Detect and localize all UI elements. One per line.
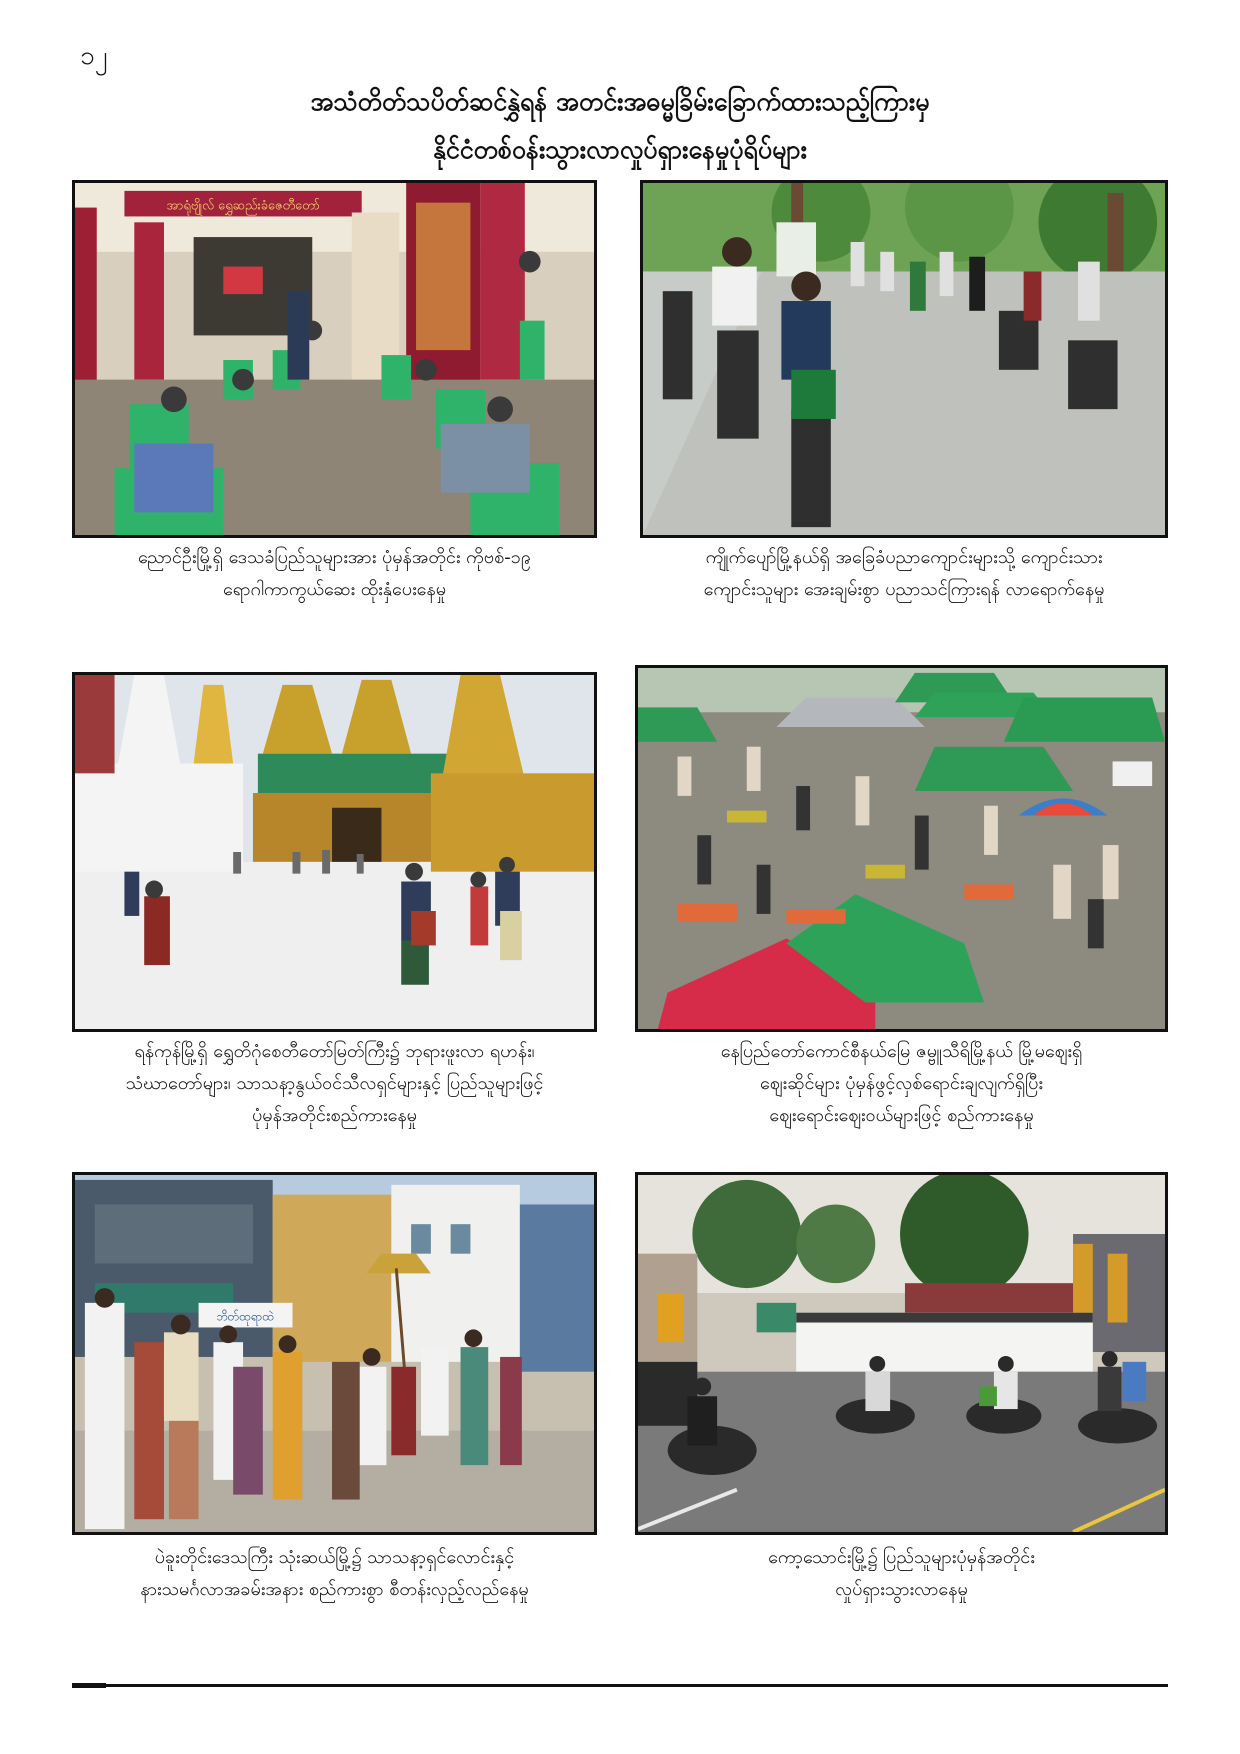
caption-line: နေပြည်တော်ကောင်စီနယ်မြေ ဇမ္ဗူသီရိမြို့နယ် မြို့မဈေးရှိ [720,1041,1083,1062]
caption-line: ကျိုက်ပျော်မြို့နယ်ရှိ အခြေခံပညာကျောင်းများသို့ ကျောင်းသား [705,547,1103,568]
photo-procession [72,1172,597,1535]
caption-line: ပဲခူးတိုင်းဒေသကြီး သုံးဆယ်မြို့၌ သာသနာ့ရှင်လောင်းနှင့် [154,1547,515,1568]
caption-line: ပုံမှန်အတိုင်းစည်ကားနေမှု [252,1105,417,1126]
shop-sign-text: ဘိတ်ထုရာထဲ [216,1309,274,1324]
photo-caption [72,1036,597,1132]
photo-students-street [640,180,1168,538]
photo-caption [635,1542,1168,1606]
photo-caption [635,1036,1168,1132]
title-line-1: အသံတိတ်သပိတ်ဆင်နွှဲရန် အတင်းအဓမ္မခြိမ်းခြောက်ထားသည့်ကြားမှ [310,87,930,116]
caption-line: ကော့သောင်းမြို့၌ ပြည်သူများပုံမှန်အတိုင်း [768,1547,1035,1568]
photo-kawthoung-street [635,1172,1168,1535]
page-number: ၁၂ [80,41,108,71]
caption-line: ဈေးရောင်းဈေးဝယ်များဖြင့် စည်ကားနေမှု [769,1105,1034,1126]
footer-rule [72,1684,1168,1687]
caption-line: ဈေးဆိုင်များ ပုံမှန်ဖွင့်လှစ်ရောင်းချလျက်ရှိပြီး [760,1073,1043,1094]
caption-line: ညောင်ဦးမြို့ရှိ ဒေသခံပြည်သူများအား ပုံမှန်အတိုင်း ကိုဗစ်-၁၉ [138,547,531,568]
caption-line: နားသမင်္ဂလာအခမ်းအနား စည်ကားစွာ စီတန်းလှည့်လည်နေမှု [140,1579,529,1600]
caption-line: ရောဂါကာကွယ်ဆေး ထိုးနှံပေးနေမှု [222,579,447,600]
caption-line: ရန်ကုန်မြို့ရှိ ရွှေတိဂုံစေတီတော်မြတ်ကြီး၌ ဘုရားဖူးလာ ရဟန်း၊ [134,1041,535,1062]
page-title [0,78,1240,174]
caption-line: လှုပ်ရှားသွားလာနေမှု [835,1579,968,1600]
caption-line: ကျောင်းသူများ အေးချမ်းစွာ ပညာသင်ကြားရန် လာရောက်နေမှု [703,579,1105,600]
caption-line: သံဃာတော်များ၊ သာသနာ့နွယ်ဝင်သီလရှင်များနှင့် ပြည်သူများဖြင့် [125,1073,544,1094]
photo-caption [640,542,1168,606]
photo-caption [72,542,597,606]
clinic-banner-text: အာရုံဗျိုလ် ရွှေဆည်းခံဇေတီတော် [166,198,320,214]
photo-caption [72,1542,597,1606]
title-line-2: နိုင်ငံတစ်ဝန်းသွားလာလှုပ်ရှားနေမှုပုံရိပ်များ [432,135,808,164]
photo-shwedagon-pagoda [72,672,597,1032]
photo-market [635,665,1168,1032]
photo-vaccination-hall [72,180,597,538]
